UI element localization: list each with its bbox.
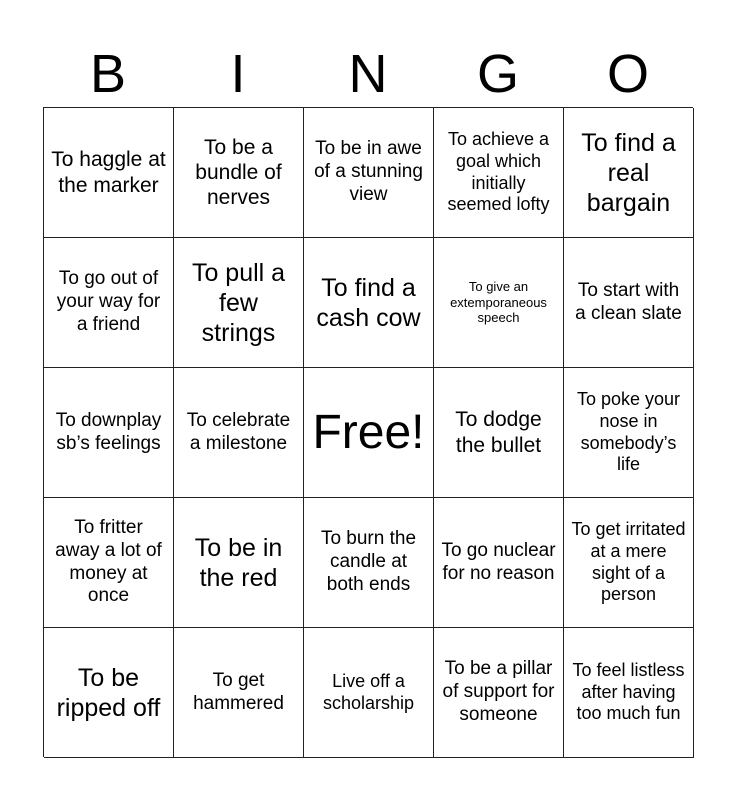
bingo-cell-r3-c2[interactable]: [174, 368, 304, 498]
cell-text: To feel listless after having too much fun: [572, 660, 685, 724]
bingo-board: [43, 107, 693, 757]
bingo-cell-r5-c5[interactable]: [564, 628, 694, 758]
bingo-cell-r5-c2[interactable]: [174, 628, 304, 758]
cell-text: To be in the red: [194, 533, 283, 592]
cell-text: To find a cash cow: [316, 273, 421, 332]
bingo-cell-r4-c5[interactable]: [564, 498, 694, 628]
cell-text: To be in awe of a stunning view: [314, 138, 423, 205]
bingo-cell-r2-c3[interactable]: [304, 238, 434, 368]
cell-text: To find a real bargain: [581, 128, 676, 217]
cell-text: To dodge the bullet: [455, 408, 542, 457]
bingo-header: [43, 40, 693, 108]
header-letter-o: O: [606, 44, 649, 104]
cell-text: To pull a few strings: [191, 258, 286, 347]
bingo-cell-r4-c3[interactable]: [304, 498, 434, 628]
header-letter-i: I: [230, 44, 246, 104]
bingo-cell-r4-c4[interactable]: [434, 498, 564, 628]
cell-text: To achieve a goal which initially seemed lofty: [447, 129, 550, 215]
cell-text: To start with a clean slate: [575, 279, 682, 324]
bingo-cell-r4-c1[interactable]: [44, 498, 174, 628]
bingo-cell-r1-c4[interactable]: [434, 108, 564, 238]
cell-text: To go nuclear for no reason: [441, 539, 556, 584]
cell-text: To be a pillar of support for someone: [442, 658, 555, 725]
bingo-cell-r2-c5[interactable]: [564, 238, 694, 368]
bingo-cell-r3-c5[interactable]: [564, 368, 694, 498]
bingo-cell-r4-c2[interactable]: [174, 498, 304, 628]
header-letter-n: N: [348, 44, 388, 104]
cell-text: Live off a scholarship: [322, 670, 415, 713]
cell-text: To downplay sb’s feelings: [55, 409, 162, 454]
bingo-cell-r2-c2[interactable]: [174, 238, 304, 368]
bingo-cell-r5-c1[interactable]: [44, 628, 174, 758]
header-letter-g: G: [476, 44, 519, 104]
cell-text: To fritter away a lot of money at once: [55, 516, 162, 607]
bingo-cell-r5-c3[interactable]: [304, 628, 434, 758]
cell-text: To celebrate a milestone: [186, 409, 291, 454]
bingo-cell-r1-c1[interactable]: [44, 108, 174, 238]
bingo-cell-r1-c5[interactable]: [564, 108, 694, 238]
free-space-text: Free!: [312, 405, 425, 459]
bingo-cell-r2-c1[interactable]: [44, 238, 174, 368]
cell-text: To be a bundle of nerves: [195, 135, 282, 210]
bingo-cell-r3-c4[interactable]: [434, 368, 564, 498]
cell-text: To haggle at the marker: [51, 148, 166, 197]
cell-text: To be ripped off: [56, 663, 161, 722]
bingo-cell-r2-c4[interactable]: [434, 238, 564, 368]
cell-text: To get hammered: [193, 669, 284, 714]
header-letter-b: B: [89, 44, 127, 104]
bingo-cell-r1-c3[interactable]: [304, 108, 434, 238]
cell-text: To poke your nose in somebody’s life: [576, 389, 681, 475]
cell-text: To give an extemporaneous speech: [450, 279, 547, 326]
cell-text: To burn the candle at both ends: [320, 528, 417, 595]
cell-text: To go out of your way for a friend: [56, 268, 161, 335]
bingo-cell-r1-c2[interactable]: [174, 108, 304, 238]
bingo-cell-r3-c1[interactable]: [44, 368, 174, 498]
bingo-cell-r5-c4[interactable]: [434, 628, 564, 758]
cell-text: To get irritated at a mere sight of a person: [571, 519, 686, 605]
bingo-cell-free[interactable]: [304, 368, 434, 498]
